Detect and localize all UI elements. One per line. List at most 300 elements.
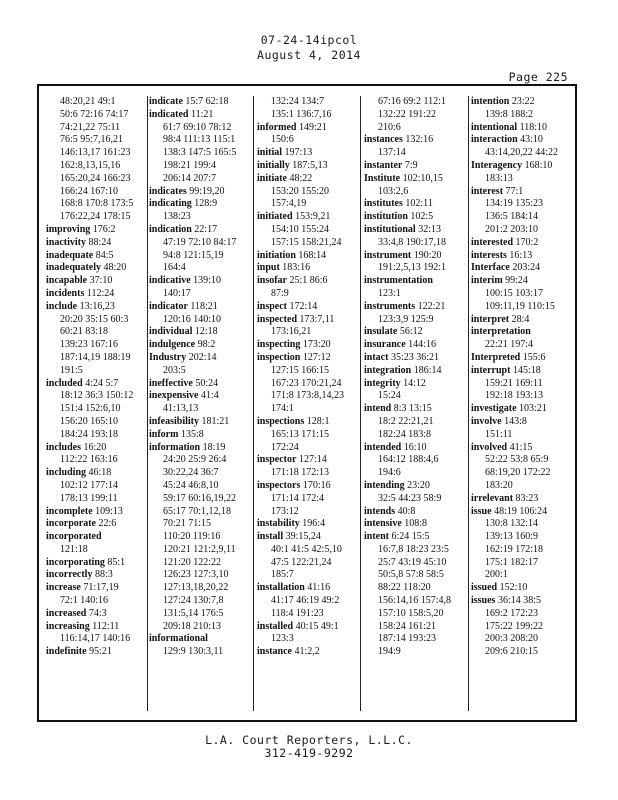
index-entry-continuation (149, 211, 249, 224)
index-entry (364, 403, 466, 416)
index-headword: indicator (149, 300, 188, 312)
index-page-refs: 102:10,15 (402, 172, 443, 184)
index-entry (46, 569, 145, 582)
index-page-refs: 156:14,16 157:4,8 (378, 595, 452, 607)
index-entry-continuation (46, 352, 145, 365)
index-page-refs: 48:20 (103, 262, 127, 274)
index-page-refs: 139:13 160:9 (485, 531, 539, 543)
index-page-refs: 72:1 140:16 (60, 595, 109, 607)
index-page-refs: 137:14 (378, 147, 406, 159)
page-number: Page 225 (508, 70, 568, 84)
index-page-refs: 157:10 158:5,20 (378, 607, 444, 619)
index-entry (46, 608, 145, 621)
index-headword: initiated (257, 211, 293, 223)
index-page-refs: 139:8 188:2 (485, 108, 534, 120)
index-page-refs: 109:13 (95, 505, 123, 517)
index-entry-continuation (257, 467, 357, 480)
index-entry-continuation (364, 429, 466, 442)
index-page-refs: 121:18 (60, 543, 88, 555)
index-page-refs: 85:1 (107, 556, 126, 568)
index-page-refs: 138:3 147:5 165:5 (163, 147, 237, 159)
index-headword: incidents (46, 287, 85, 299)
index-entry (471, 262, 572, 275)
index-page-refs: 24:20 25:9 26:4 (163, 454, 227, 466)
index-page-refs: 118:10 (519, 121, 548, 133)
index-entry (257, 211, 357, 224)
index-entry (471, 365, 572, 378)
index-page-refs: 128:9 (194, 198, 218, 210)
index-entry (471, 506, 572, 519)
index-page-refs: 158:24 161:21 (378, 620, 437, 632)
index-headword: interest (471, 185, 504, 197)
index-headword: informed (257, 121, 297, 133)
index-page-refs: 16:13 (509, 249, 533, 261)
index-entry-continuation (364, 109, 466, 122)
index-entry-continuation (46, 544, 145, 557)
index-page-refs: 127:14 (298, 454, 327, 466)
index-page-refs: 135:1 136:7,16 (271, 108, 332, 120)
index-headword: instanter (364, 159, 403, 171)
footer-phone: 312-419-9292 (264, 746, 354, 760)
index-page-refs: 43:10 (520, 134, 543, 146)
index-page-refs: 209:18 210:13 (163, 620, 222, 632)
index-page-refs: 118:21 (190, 300, 218, 312)
index-entry (149, 352, 249, 365)
index-entry (46, 378, 145, 391)
index-page-refs: 50:24 (195, 377, 219, 389)
index-entry (46, 582, 145, 595)
index-page-refs: 6:24 15:5 (391, 531, 430, 543)
index-entry-continuation (471, 211, 572, 224)
index-entry-continuation (46, 326, 145, 339)
index-headword: integrity (364, 377, 401, 389)
index-page-refs: 36:14 38:5 (497, 595, 542, 607)
index-page-refs: 127:13,18,20,22 (163, 582, 229, 594)
index-headword: inadequately (46, 262, 102, 274)
index-entry-continuation (471, 557, 572, 570)
index-entry-continuation (471, 608, 572, 621)
index-entry (46, 288, 145, 301)
index-headword: intentional (471, 121, 518, 133)
index-page-refs: 127:24 130:7,8 (163, 595, 224, 607)
index-entry-continuation (46, 122, 145, 135)
index-entry-continuation (46, 480, 145, 493)
index-entry-continuation (46, 147, 145, 160)
index-entry (471, 250, 572, 263)
index-page-refs: 165:13 171:15 (271, 428, 330, 440)
index-headword: issues (471, 595, 496, 607)
index-page-refs: 120:16 140:10 (163, 313, 222, 325)
index-entry (149, 390, 249, 403)
index-entry (471, 352, 572, 365)
index-headword: intending (364, 479, 405, 491)
index-page-refs: 47:19 72:10 84:17 (163, 236, 237, 248)
index-entry-continuation (46, 134, 145, 147)
index-entry-continuation (149, 467, 249, 480)
index-headword: instrumentation (364, 275, 433, 287)
index-page-refs: 159:21 169:11 (485, 377, 543, 389)
index-entry-continuation (364, 569, 466, 582)
index-page-refs: 192:18 193:13 (485, 390, 544, 402)
index-page-refs: 174:1 (271, 403, 294, 415)
index-headword: Interface (471, 262, 510, 274)
index-entry-continuation (257, 390, 357, 403)
index-entry-continuation (364, 454, 466, 467)
index-entry (364, 224, 466, 237)
index-headword: institution (364, 211, 408, 223)
index-page-refs: 173:16,21 (271, 326, 312, 338)
index-entry (471, 186, 572, 199)
index-page-refs: 39:15,24 (285, 531, 321, 543)
index-page-refs: 8:3 13:15 (393, 403, 432, 415)
index-headword: investigate (471, 403, 517, 415)
index-page-refs: 70:21 71:15 (163, 518, 212, 530)
index-page-refs: 77:1 (505, 185, 524, 197)
index-page-refs: 23:20 (407, 479, 430, 491)
index-page-refs: 112:22 163:16 (60, 454, 118, 466)
index-entry-continuation (471, 147, 572, 160)
index-page-refs: 206:14 207:7 (163, 172, 217, 184)
index-page-refs: 110:20 119:16 (163, 531, 221, 543)
index-headword: informational (149, 633, 208, 645)
index-headword: Institute (364, 172, 401, 184)
index-headword: inexpensive (149, 390, 199, 402)
index-page-refs: 154:10 155:24 (271, 223, 330, 235)
index-entry-continuation (149, 314, 249, 327)
index-page-refs: 151:11 (485, 428, 513, 440)
index-page-refs: 194:6 (378, 467, 401, 479)
index-headword: intensive (364, 518, 402, 530)
index-page-refs: 196:4 (302, 518, 326, 530)
index-headword: including (46, 467, 87, 479)
index-page-refs: 59:17 60:16,19,22 (163, 492, 237, 504)
index-entry (257, 480, 357, 493)
index-page-refs: 88:3 (94, 569, 113, 581)
index-entry (46, 301, 145, 314)
index-entry (471, 442, 572, 455)
index-page-refs: 153:20 155:20 (271, 185, 330, 197)
index-headword: initiate (257, 172, 287, 184)
index-headword: inadequate (46, 249, 94, 261)
index-page-refs: 18:2 22:21,21 (378, 415, 434, 427)
index-entry-continuation (46, 314, 145, 327)
index-entry (257, 416, 357, 429)
index-entry-continuation (471, 518, 572, 531)
index-entry-continuation (471, 339, 572, 352)
index-headword: interrupt (471, 364, 511, 376)
index-page-refs: 194:9 (378, 646, 401, 658)
index-headword: intact (364, 351, 389, 363)
index-entry (257, 160, 357, 173)
index-entry (471, 96, 572, 109)
index-page-refs: 184:24 193:18 (60, 428, 119, 440)
index-page-refs: 7:9 (404, 159, 418, 171)
index-entry-continuation (471, 646, 572, 659)
index-entry (471, 582, 572, 595)
index-page-refs: 74:21,22 75:11 (60, 121, 121, 133)
index-page-refs: 99:19,20 (189, 185, 225, 197)
index-entry (46, 250, 145, 263)
index-entry-continuation (149, 621, 249, 634)
index-page-refs: 48:20,21 49:1 (60, 96, 116, 107)
index-page-refs: 88:24 (88, 236, 112, 248)
index-page-refs: 157:15 158:21,24 (271, 236, 342, 248)
index-headword: involve (471, 415, 502, 427)
index-page-refs: 102:11 (405, 198, 433, 210)
index-entry-continuation (471, 301, 572, 314)
index-entry (364, 198, 466, 211)
index-headword: instance (257, 646, 292, 658)
index-page-refs: 150:6 (271, 134, 294, 146)
index-page-refs: 37:10 (89, 275, 113, 287)
index-entry (46, 506, 145, 519)
index-headword: interaction (471, 134, 518, 146)
index-entry-continuation (149, 454, 249, 467)
index-page-refs: 74:3 (88, 607, 107, 619)
index-entry-continuation (46, 595, 145, 608)
index-entry (149, 326, 249, 339)
index-entry (46, 442, 145, 455)
index-column-2 (149, 96, 249, 711)
index-entry (149, 109, 249, 122)
index-entry-continuation (471, 378, 572, 391)
index-entry (257, 122, 357, 135)
index-entry (364, 378, 466, 391)
index-headword: intends (364, 505, 396, 517)
index-page-refs: 95:21 (89, 646, 112, 658)
index-headword: Interpreted (471, 351, 521, 363)
index-page-refs: 182:24 183:8 (378, 428, 432, 440)
index-page-refs: 146:13,17 161:23 (60, 147, 131, 159)
index-entry-continuation (149, 403, 249, 416)
index-entry (257, 262, 357, 275)
column-divider (147, 96, 148, 711)
index-page-refs: 202:14 (188, 351, 217, 363)
index-page-refs: 122:21 (417, 300, 446, 312)
index-entry-continuation (257, 544, 357, 557)
index-entry (471, 326, 572, 339)
index-entry (471, 160, 572, 173)
index-page-refs: 102:12 177:14 (60, 479, 119, 491)
index-headword: instability (257, 518, 300, 530)
index-page-refs: 11:21 (190, 108, 214, 120)
index-entry (149, 633, 249, 646)
index-entry (471, 314, 572, 327)
index-entry-continuation (364, 646, 466, 659)
index-entry-continuation (364, 122, 466, 135)
index-page-refs: 166:24 167:10 (60, 185, 119, 197)
index-entry (149, 198, 249, 211)
index-entry-continuation (257, 608, 357, 621)
index-entry-continuation (46, 211, 145, 224)
index-entry-continuation (471, 173, 572, 186)
index-page-refs: 48:19 106:24 (494, 505, 548, 517)
index-headword: intent (364, 531, 389, 543)
index-headword: issue (471, 505, 492, 517)
index-page-refs: 109:11,19 110:15 (485, 300, 555, 312)
index-page-refs: 50:6 72:16 74:17 (60, 108, 129, 120)
index-column-4 (364, 96, 466, 711)
index-entry-continuation (257, 186, 357, 199)
index-page-refs: 43:14,20,22 44:22 (485, 147, 559, 159)
index-entry-continuation (364, 493, 466, 506)
index-page-refs: 50:5,8 57:8 58:5 (378, 569, 444, 581)
index-entry (471, 122, 572, 135)
index-headword: incorporated (46, 531, 102, 543)
index-entry-continuation (149, 237, 249, 250)
index-entry (471, 403, 572, 416)
index-headword: instruments (364, 300, 416, 312)
index-entry (364, 518, 466, 531)
index-page-refs: 20:20 35:15 60:3 (60, 313, 129, 325)
index-page-refs: 65:17 70:1,12,18 (163, 505, 232, 517)
index-headword: insulate (364, 326, 398, 338)
index-page-refs: 15:7 62:18 (185, 96, 229, 107)
index-entry-continuation (257, 429, 357, 442)
index-page-refs: 33:4,8 190:17,18 (378, 236, 447, 248)
index-page-refs: 164:4 (163, 262, 186, 274)
index-page-refs: 164:12 188:4,6 (378, 454, 439, 466)
index-entry-continuation (46, 493, 145, 506)
index-headword: initiation (257, 249, 296, 261)
index-page-refs: 56:12 (399, 326, 423, 338)
index-entry-continuation (46, 96, 145, 109)
index-headword: indulgence (149, 339, 196, 351)
index-page-refs: 144:16 (408, 339, 436, 351)
index-headword: interim (471, 275, 503, 287)
index-entry-continuation (364, 595, 466, 608)
index-page-refs: 168:14 (298, 249, 327, 261)
index-headword: ineffective (149, 377, 193, 389)
index-page-refs: 143:8 (504, 415, 527, 427)
index-headword: increase (46, 582, 81, 594)
index-column-5 (471, 96, 572, 711)
index-entry-continuation (257, 633, 357, 646)
index-entry-continuation (364, 288, 466, 301)
index-entry (46, 646, 145, 659)
index-page-refs: 200:3 208:20 (485, 633, 539, 645)
index-page-refs: 145:18 (512, 364, 541, 376)
index-entry (364, 339, 466, 352)
transcript-id: 07-24-14ipcol (260, 33, 358, 47)
index-page-refs: 23:22 (511, 96, 535, 107)
index-entry-continuation (471, 429, 572, 442)
index-entry-continuation (471, 454, 572, 467)
index-headword: increasing (46, 620, 90, 632)
index-page-refs: 171:8 173:8,14,23 (271, 390, 345, 402)
index-page-refs: 41:15 (509, 441, 533, 453)
index-page-refs: 13:16,23 (79, 300, 115, 312)
index-entry-continuation (364, 314, 466, 327)
index-headword: indication (149, 223, 192, 235)
index-entry (364, 160, 466, 173)
index-page-refs: 16:7,8 18:23 23:5 (378, 543, 449, 555)
index-headword: inspecting (257, 339, 301, 351)
index-entry-continuation (149, 531, 249, 544)
footer-reporter: L.A. Court Reporters, L.L.C. (205, 733, 413, 747)
index-entry-continuation (471, 288, 572, 301)
index-entry (364, 275, 466, 288)
index-page-refs: 15:24 (378, 390, 401, 402)
index-entry-continuation (149, 134, 249, 147)
index-entry-continuation (364, 262, 466, 275)
index-page-refs: 186:14 (413, 364, 442, 376)
index-entry-continuation (149, 646, 249, 659)
index-page-refs: 52:22 53:8 65:9 (485, 454, 549, 466)
index-headword: inspection (257, 351, 301, 363)
index-entry (149, 378, 249, 391)
index-page-refs: 103:2,6 (378, 185, 409, 197)
index-page-refs: 28:4 (511, 313, 530, 325)
index-page-refs: 181:21 (201, 415, 230, 427)
index-page-refs: 40:1 41:5 42:5,10 (271, 543, 342, 555)
index-page-refs: 183:20 (485, 479, 513, 491)
index-entry-continuation (46, 173, 145, 186)
index-entry-continuation (364, 621, 466, 634)
index-entry (149, 224, 249, 237)
index-page-refs: 25:1 86:6 (289, 275, 328, 287)
index-entry-continuation (364, 237, 466, 250)
index-entry (149, 416, 249, 429)
index-entry-continuation (149, 608, 249, 621)
index-page-refs: 168:8 170:8 173:5 (60, 198, 134, 210)
index-entry (257, 314, 357, 327)
index-headword: inspect (257, 300, 287, 312)
index-entry-continuation (257, 557, 357, 570)
column-divider (253, 96, 254, 711)
index-entry (471, 275, 572, 288)
index-page-refs: 18:12 36:3 150:12 (60, 390, 134, 402)
index-page-refs: 116:14,17 140:16 (60, 633, 131, 645)
index-entry-continuation (471, 569, 572, 582)
index-page-refs: 187:14,19 188:19 (60, 351, 131, 363)
index-entry-continuation (149, 493, 249, 506)
index-page-refs: 25:7 43:19 45:10 (378, 556, 447, 568)
column-divider (468, 96, 469, 711)
index-page-refs: 41:2,2 (294, 646, 320, 658)
index-page-refs: 178:13 199:11 (60, 492, 118, 504)
index-page-refs: 60:21 83:18 (60, 326, 109, 338)
index-headword: indicated (149, 108, 189, 120)
index-entry-continuation (257, 506, 357, 519)
index-page-refs: 112:24 (86, 287, 115, 299)
index-page-refs: 135:8 (180, 428, 204, 440)
index-entry (257, 250, 357, 263)
index-entry-continuation (257, 288, 357, 301)
index-entry-continuation (257, 109, 357, 122)
index-entry (257, 454, 357, 467)
index-headword: incorporating (46, 556, 105, 568)
index-headword: indefinite (46, 646, 87, 658)
index-page-refs: 123:1 (378, 287, 401, 299)
index-headword: intention (471, 96, 510, 107)
index-headword: indicate (149, 96, 183, 107)
index-headword: irrelevant (471, 492, 514, 504)
index-entry-continuation (46, 390, 145, 403)
index-column-3 (257, 96, 357, 711)
index-page-refs: 149:21 (298, 121, 327, 133)
index-entry-continuation (46, 403, 145, 416)
index-headword: include (46, 300, 78, 312)
index-entry-continuation (364, 608, 466, 621)
index-entry (364, 134, 466, 147)
index-page-refs: 172:24 (271, 441, 299, 453)
index-entry-continuation (149, 288, 249, 301)
index-headword: inactivity (46, 236, 86, 248)
index-page-refs: 98:2 (197, 339, 216, 351)
index-entry-continuation (149, 557, 249, 570)
index-entry-continuation (149, 160, 249, 173)
